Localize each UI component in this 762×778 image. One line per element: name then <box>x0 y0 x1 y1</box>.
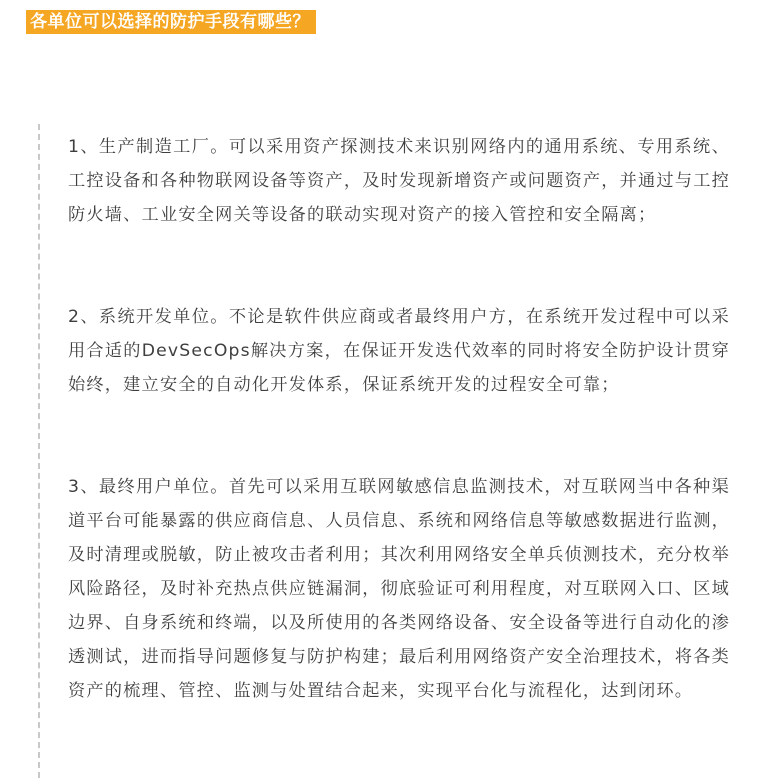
paragraph-system-developer: 2、系统开发单位。不论是软件供应商或者最终用户方，在系统开发过程中可以采用合适的DevSecOps解决方案，在保证开发迭代效率的同时将安全防护设计贯穿始终，建立安全的自动化开发体系，保证系统开发的过程安全可靠； <box>68 307 730 395</box>
paragraph-end-user: 3、最终用户单位。首先可以采用互联网敏感信息监测技术，对互联网当中各种渠道平台可能暴露的供应商信息、人员信息、系统和网络信息等敏感数据进行监测，及时清理或脱敏，防止被攻击者利用；其次利用网络安全单兵侦测技术，充分枚举风险路径，及时补充热点供应链漏洞，彻底验证可利用程度，对互联网入口、区域边界、自身系统和终端，以及所使用的各类网络设备、安全设备等进行自动化的渗透测试，进而指导问题修复与防护构建；最后利用网络资产安全治理技术，将各类资产的梳理、管控、监测与处置结合起来，实现平台化与流程化，达到闭环。 <box>68 477 730 701</box>
section-heading: 各单位可以选择的防护手段有哪些？ <box>26 10 316 34</box>
section-heading-wrapper <box>26 10 316 34</box>
blockquote <box>38 124 730 778</box>
paragraph-manufacturing-factory: 1、生产制造工厂。可以采用资产探测技术来识别网络内的通用系统、专用系统、工控设备和各种物联网设备等资产，及时发现新增资产或问题资产，并通过与工控防火墙、工业安全网关等设备的联动实现对资产的接入管控和安全隔离； <box>68 137 730 225</box>
